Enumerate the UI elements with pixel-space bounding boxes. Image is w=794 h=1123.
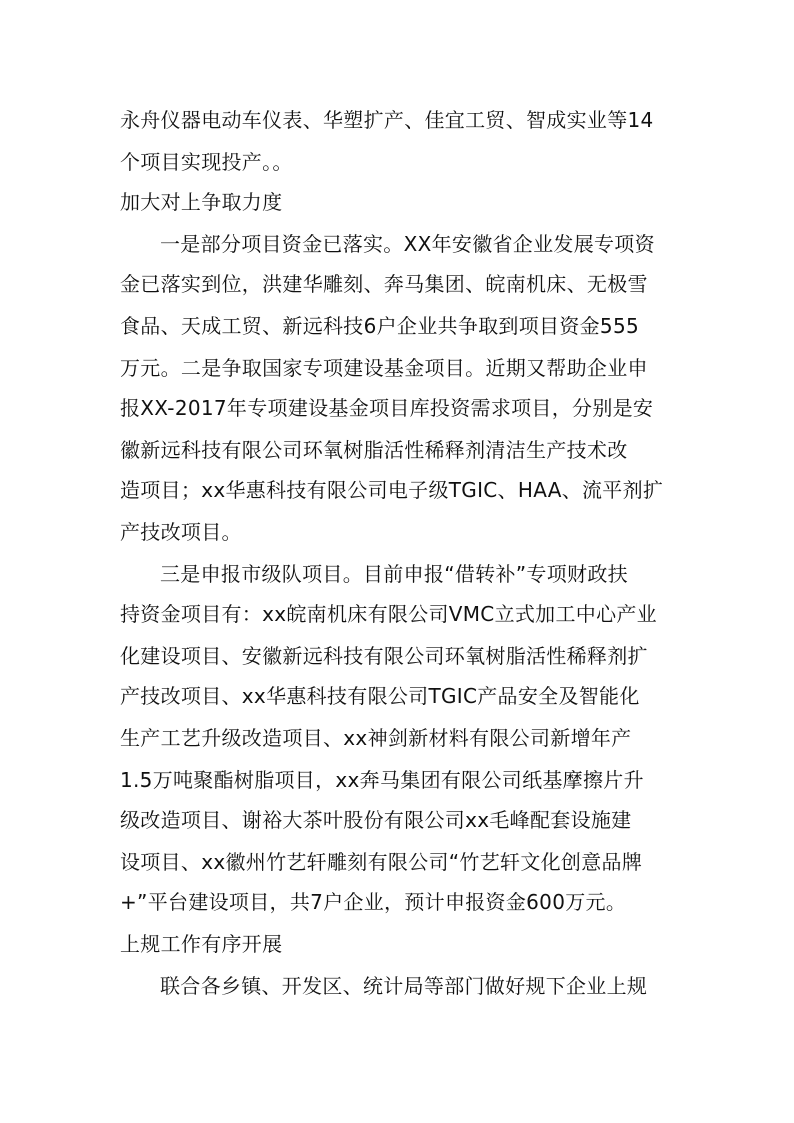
paragraph-line: 报XX-2017年专项建设基金项目库投资需求项目，分别是安 (120, 396, 654, 420)
paragraph-line: 化建设项目、安徽新远科技有限公司环氧树脂活性稀释剂扩 (120, 644, 648, 668)
paragraph-line: 三是申报市级队项目。目前申报“借转补”专项财政扶 (160, 562, 628, 586)
paragraph-line: 1.5万吨聚酯树脂项目，xx奔马集团有限公司纸基摩擦片升 (120, 768, 644, 792)
paragraph-line: +”平台建设项目，共7户企业，预计申报资金600万元。 (120, 890, 627, 914)
paragraph-line: 食品、天成工贸、新远科技6户企业共争取到项目资金555 (120, 314, 639, 338)
paragraph-line: 设项目、xx徽州竹艺轩雕刻有限公司“竹艺轩文化创意品牌 (120, 850, 643, 874)
paragraph-line: 一是部分项目资金已落实。XX年安徽省企业发展专项资 (160, 232, 655, 256)
paragraph-line: 万元。二是争取国家专项建设基金项目。近期又帮助企业申 (120, 356, 648, 380)
section-heading: 加大对上争取力度 (120, 190, 283, 214)
section-heading: 上规工作有序开展 (120, 932, 283, 956)
paragraph-line: 永舟仪器电动车仪表、华塑扩产、佳宜工贸、智成实业等14 (120, 108, 654, 132)
paragraph-line: 持资金项目有：xx皖南机床有限公司VMC立式加工中心产业 (120, 602, 657, 626)
paragraph-line: 个项目实现投产。。 (120, 150, 293, 174)
paragraph-line: 生产工艺升级改造项目、xx神剑新材料有限公司新增年产 (120, 726, 632, 750)
paragraph-line: 造项目；xx华惠科技有限公司电子级TGIC、HAA、流平剂扩 (120, 478, 664, 502)
paragraph-line: 联合各乡镇、开发区、统计局等部门做好规下企业上规 (160, 974, 648, 998)
paragraph-line: 金已落实到位，洪建华雕刻、奔马集团、皖南机床、无极雪 (120, 272, 648, 296)
paragraph-line: 徽新远科技有限公司环氧树脂活性稀释剂清洁生产技术改 (120, 438, 628, 462)
paragraph-line: 级改造项目、谢裕大茶叶股份有限公司xx毛峰配套设施建 (120, 808, 632, 832)
paragraph-line: 产技改项目、xx华惠科技有限公司TGIC产品安全及智能化 (120, 684, 640, 708)
paragraph-line: 产技改项目。 (120, 520, 242, 544)
